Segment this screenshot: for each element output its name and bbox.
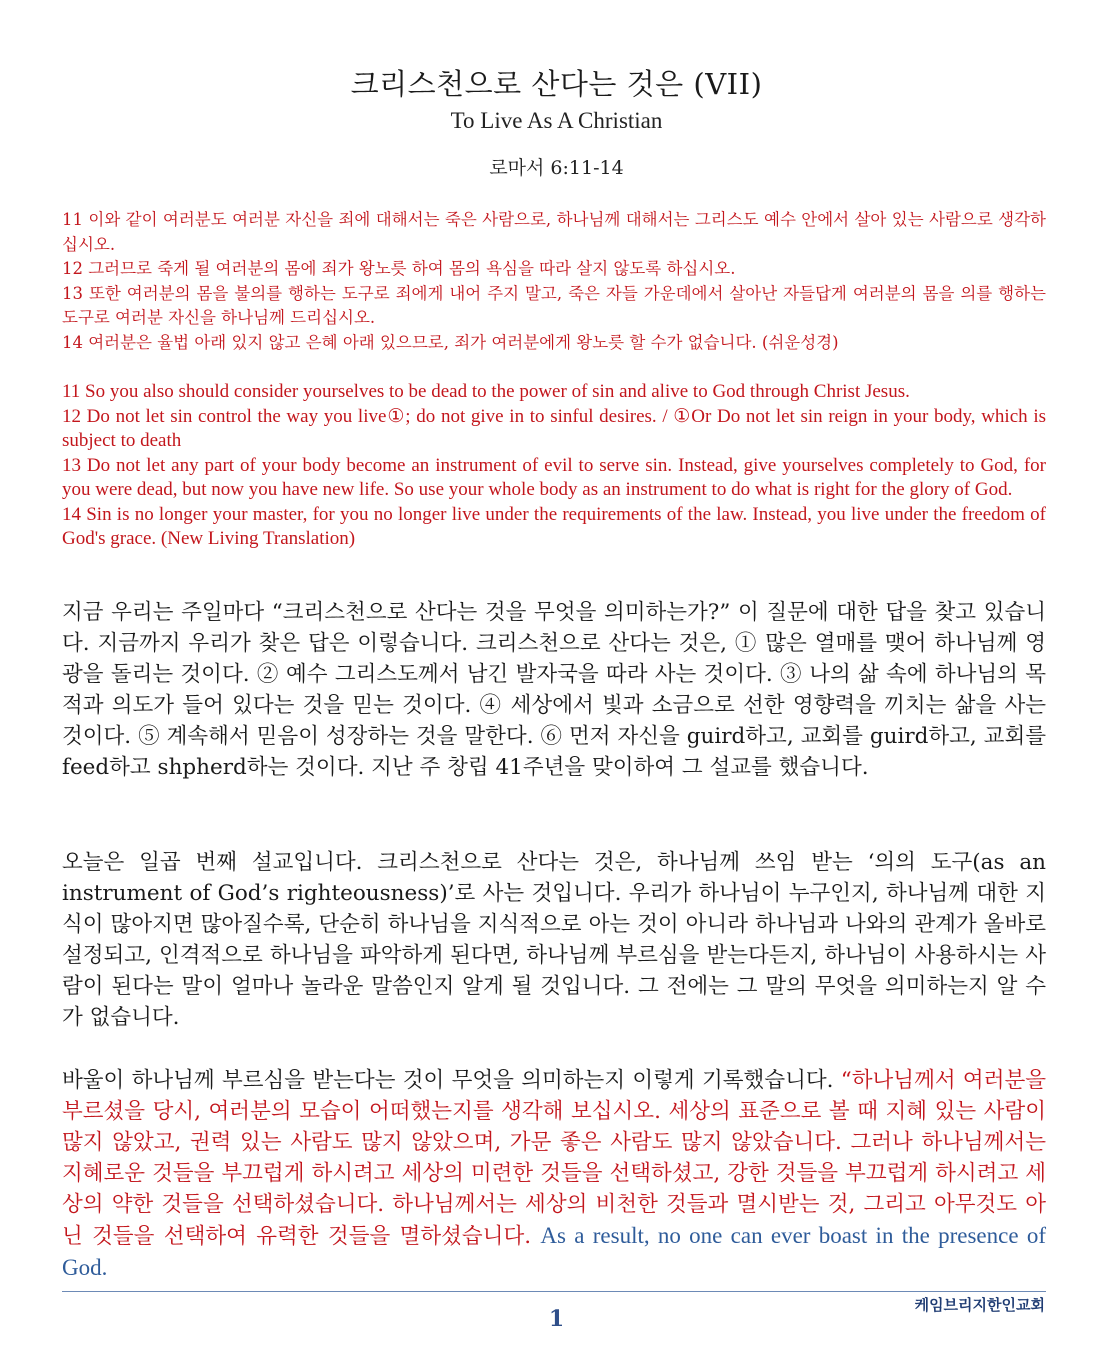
paragraph-3-intro: 바울이 하나님께 부르심을 받는다는 것이 무엇을 의미하는지 이렇게 기록했습니다. [62, 1068, 841, 1093]
english-verse-13: 13 Do not let any part of your body become an instrument of evil to serve sin. Instead, give yourselves completely to God, for you were dead, but now you have new life. So use your whole body as an instrument to do what is right for the glory of God. [62, 454, 1046, 500]
korean-verse-13: 13 또한 여러분의 몸을 불의를 행하는 도구로 죄에게 내어 주지 말고, 죽은 자들 가운데에서 살아난 자들답게 여러분의 몸을 의를 행하는 도구로 여러분 자신을 하나님께 드리십시오. [62, 283, 1046, 327]
footer-divider [62, 1291, 1046, 1292]
sermon-title: 크리스천으로 산다는 것은 (VII) [350, 67, 763, 101]
english-verses [62, 380, 1046, 552]
english-verse-12: 12 Do not let sin control the way you live①; do not give in to sinful desires. / ①Or Do not let sin reign in your body, which is subject to death [62, 405, 1046, 451]
church-name: 케임브리지한인교회 [914, 1296, 1045, 1314]
korean-verse-12: 12 그러므로 죽게 될 여러분의 몸에 죄가 왕노릇 하여 몸의 욕심을 따라 살지 않도록 하십시오. [62, 259, 736, 278]
paragraph-3-quote: “하나님께서 여러분을 부르셨을 당시, 여러분의 모습이 어떠했는지를 생각해 보십시오. 세상의 표준으로 볼 때 지혜 있는 사람이 많지 않았고, 권력 있는 사람도 많지 않았으며, 가문 좋은 사람도 많지 않았습니다. 그러나 하나님께서는 지혜로운 것들을 부끄럽게 하시려고 세상의 미련한 것들을 선택하셨고, 강한 것들을 부끄럽게 하시려고 세상의 약한 것들을 선택하셨습니다. 하나님께서는 세상의 비천한 것들과 멸시받는 것, 그리고 아무것도 아닌 것들을 선택하여 유력한 것들을 멸하셨습니다. [62, 1068, 1047, 1249]
paragraph-3-english: As a result, no one can ever boast in the presence of God. [62, 1223, 1046, 1280]
sermon-subtitle: To Live As A Christian [450, 108, 663, 133]
scripture-reference: 로마서 6:11-14 [489, 157, 624, 179]
korean-verse-11: 11 이와 같이 여러분도 여러분 자신을 죄에 대해서는 죽은 사람으로, 하나님께 대해서는 그리스도 예수 안에서 살아 있는 사람으로 생각하십시오. [62, 210, 1046, 254]
korean-verse-14: 14 여러분은 율법 아래 있지 않고 은혜 아래 있으므로, 죄가 여러분에게 왕노릇 할 수가 없습니다. (쉬운성경) [62, 332, 839, 352]
english-verse-14: 14 Sin is no longer your master, for you no longer live under the requirements of the law. Instead, you live under the freedom of God's grace. (New Living Translation) [62, 503, 1046, 549]
body-paragraph-1: 지금 우리는 주일마다 “크리스천으로 산다는 것을 무엇을 의미하는가?” 이 질문에 대한 답을 찾고 있습니다. 지금까지 우리가 찾은 답은 이렇습니다. 크리스천으로 산다는 것은, ① 많은 열매를 맺어 하나님께 영광을 돌리는 것이다. ② 예수 그리스도께서 남긴 발자국을 따라 사는 것이다. ③ 나의 삶 속에 하나님의 목적과 의도가 들어 있다는 것을 믿는 것이다. ④ 세상에서 빛과 소금으로 선한 영향력을 끼치는 삶을 사는 것이다. ⑤ 계속해서 믿음이 성장하는 것을 말한다. ⑥ 먼저 자신을 guird하고, 교회를 guird하고, 교회를 feed하고 shpherd하는 것이다. 지난 주 창립 41주년을 맞이하여 그 설교를 했습니다. [62, 600, 1046, 780]
page-number: 1 [548, 1306, 565, 1332]
body-paragraph-3 [62, 1065, 1046, 1284]
english-verse-11: 11 So you also should consider yourselves to be dead to the power of sin and alive to God through Christ Jesus. [62, 381, 910, 402]
korean-verses [62, 208, 1046, 355]
body-paragraph-2: 오늘은 일곱 번째 설교입니다. 크리스천으로 산다는 것은, 하나님께 쓰임 받는 ‘의의 도구(as an instrument of God’s righteousness)’로 사는 것입니다. 우리가 하나님이 누구인지, 하나님께 대한 지식이 많아지면 많아질수록, 단순히 하나님을 지식적으로 아는 것이 아니라 하나님과 나와의 관계가 올바로 설정되고, 인격적으로 하나님을 파악하게 된다면, 하나님께 부르심을 받는다든지, 하나님이 사용하시는 사람이 된다는 말이 얼마나 놀라운 말씀인지 알게 될 것입니다. 그 전에는 그 말의 무엇을 의미하는지 알 수가 없습니다. [62, 850, 1046, 1030]
